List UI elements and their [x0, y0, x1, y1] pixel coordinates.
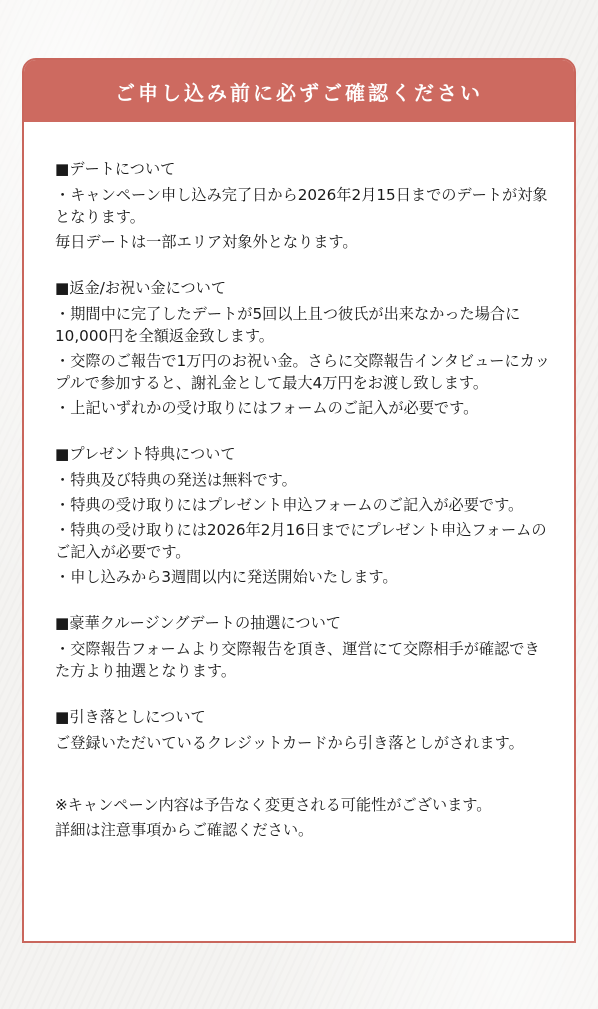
- section-line: ・期間中に完了したデートが5回以上且つ彼氏が出来なかった場合に10,000円を全額返金致します。: [55, 305, 521, 345]
- notice-header: [24, 60, 574, 122]
- section-present: [55, 443, 551, 588]
- section-line: ・特典の受け取りにはプレゼント申込フォームのご記入が必要です。: [55, 496, 524, 514]
- section-line: ・申し込みから3週間以内に発送開始いたします。: [55, 568, 398, 586]
- note-line: 詳細は注意事項からご確認ください。: [55, 821, 314, 839]
- section-line: ご登録いただいているクレジットカードから引き落としがされます。: [55, 734, 524, 752]
- notice-title: ご申し込み前に必ずご確認ください: [115, 80, 483, 105]
- section-line: ・キャンペーン申し込み完了日から2026年2月15日までのデートが対象となります。: [55, 186, 548, 226]
- note-line: ※キャンペーン内容は予告なく変更される可能性がございます。: [55, 796, 492, 814]
- section-date: [55, 158, 551, 253]
- section-heading: ■プレゼント特典について: [55, 445, 236, 463]
- section-line: ・特典の受け取りには2026年2月16日までにプレゼント申込フォームのご記入が必要です。: [55, 521, 547, 561]
- section-line: ・特典及び特典の発送は無料です。: [55, 471, 297, 489]
- section-line: ・上記いずれかの受け取りにはフォームのご記入が必要です。: [55, 399, 479, 417]
- section-heading: ■引き落としについて: [55, 708, 206, 726]
- notice-body: [24, 122, 551, 841]
- section-line: 毎日デートは一部エリア対象外となります。: [55, 233, 358, 251]
- section-line: ・交際のご報告で1万円のお祝い金。さらに交際報告インタビューにカップルで参加すると、謝礼金として最大4万円をお渡し致します。: [55, 352, 550, 392]
- section-refund: [55, 277, 551, 419]
- section-cruise: [55, 612, 551, 682]
- section-heading: ■デートについて: [55, 160, 176, 178]
- section-heading: ■豪華クルージングデートの抽選について: [55, 614, 341, 632]
- section-line: ・交際報告フォームより交際報告を頂き、運営にて交際相手が確認できた方より抽選となります。: [55, 640, 540, 680]
- section-heading: ■返金/お祝い金について: [55, 279, 227, 297]
- notice-card: [22, 58, 576, 943]
- section-payment: [55, 706, 551, 754]
- campaign-note: [55, 794, 551, 841]
